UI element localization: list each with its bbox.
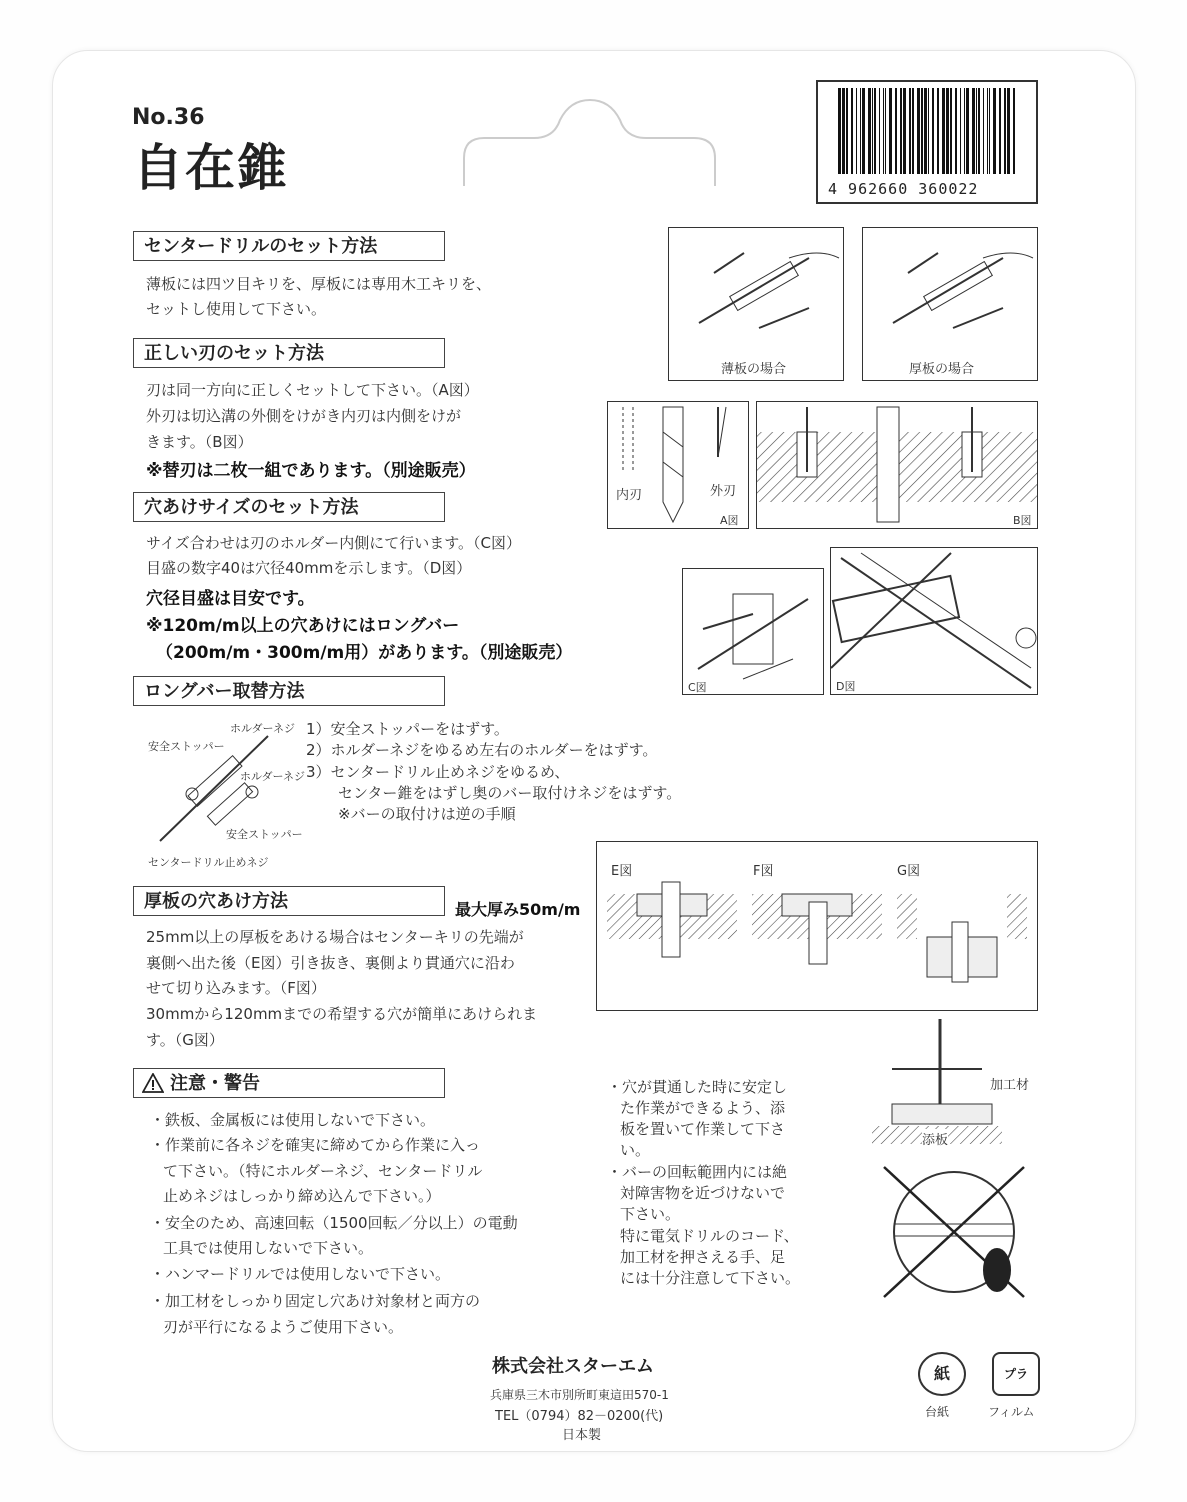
caution-line-9: 刃が平行になるようご使用下さい。 (163, 1318, 404, 1336)
warning-icon (142, 1073, 164, 1093)
blade-set-line-2: 外刃は切込溝の外側をけがき内刃は内側をけが (146, 407, 462, 425)
barcode-bar (917, 88, 920, 174)
caution-right-6: 対障害物を近づけないで (620, 1184, 786, 1202)
barcode-bar (921, 88, 923, 174)
longbar-step-note: ※バーの取付けは逆の手順 (338, 805, 516, 823)
longbar-label-center-screw: センタードリル止めネジ (148, 856, 269, 869)
barcode-bar (978, 88, 980, 174)
barcode-bar (1013, 88, 1015, 174)
barcode-bar (989, 88, 990, 174)
paper-label: 台紙 (925, 1405, 950, 1419)
section-caution-heading (133, 1068, 445, 1098)
caution-right-4: い。 (620, 1141, 651, 1159)
barcode-bars (838, 88, 1018, 174)
section-thick-heading: 厚板の穴あけ方法 (133, 886, 445, 916)
hole-size-line-1: サイズ合わせは刃のホルダー内側にて行います。（C図） (146, 534, 521, 552)
thick-max: 最大厚み50m/m (455, 900, 581, 919)
company-tel: TEL（0794）82－0200(代) (495, 1409, 664, 1424)
barcode-bar (928, 88, 929, 174)
company-name: 株式会社スターエム (492, 1356, 654, 1377)
barcode-bar (950, 88, 952, 174)
caution-line-1: ・鉄板、金属板には使用しないで下さい。 (150, 1111, 436, 1129)
caption-thin: 薄板の場合 (721, 362, 787, 377)
barcode-bar (1007, 88, 1010, 174)
barcode-bar (838, 88, 841, 174)
barcode-bar (872, 88, 873, 174)
barcode-bar (851, 88, 853, 174)
barcode-bar (900, 88, 902, 174)
barcode-bar (909, 88, 911, 174)
barcode-bar (932, 88, 934, 174)
thick-line-2: 裏側へ出た後（E図）引き抜き、裏側より貫通穴に沿わ (146, 954, 515, 972)
caption-outer-blade: 外刃 (710, 484, 737, 499)
hole-size-note-2: ※120m/m以上の穴あけにはロングバー (146, 616, 460, 636)
section-longbar-heading: ロングバー取替方法 (133, 676, 445, 706)
caution-right-10: には十分注意して下さい。 (620, 1269, 801, 1287)
barcode-bar (856, 88, 857, 174)
hole-size-line-2: 目盛の数字40は穴径40mmを示します。（D図） (146, 559, 472, 577)
barcode-bar (885, 88, 886, 174)
figure-efg (596, 841, 1038, 1011)
caution-right-5: ・バーの回転範囲内には絶 (607, 1163, 788, 1181)
caption-c: C図 (688, 681, 707, 694)
thick-line-1: 25mm以上の厚板をあける場合はセンターキリの先端が (146, 928, 524, 946)
barcode-bar (942, 88, 945, 174)
barcode-bar (1004, 88, 1006, 174)
caution-right-2: た作業ができるよう、添 (620, 1099, 786, 1117)
caution-line-3: て下さい。（特にホルダーネジ、センタードリル (163, 1162, 483, 1180)
thick-line-3: せて切り込みます。（F図） (146, 979, 326, 997)
caption-b: B図 (1013, 514, 1032, 527)
barcode-bar (983, 88, 984, 174)
figure-b (756, 401, 1038, 529)
hole-size-note-1: 穴径目盛は目安です。 (146, 589, 315, 609)
figure-thin-board (668, 227, 844, 381)
caption-thick: 厚板の場合 (909, 362, 975, 377)
hang-hole (462, 98, 717, 188)
caution-right-7: 下さい。 (620, 1205, 681, 1223)
hole-size-note-3: （200m/m・300m/m用）があります。（別途販売） (156, 643, 573, 663)
caption-d: D図 (836, 680, 856, 693)
blade-set-line-1: 刃は同一方向に正しくセットして下さい。（A図） (146, 381, 479, 399)
barcode-number: 4 962660 360022 (828, 180, 979, 198)
figure-c (682, 568, 824, 695)
caption-inner-blade: 内刃 (616, 488, 643, 503)
longbar-step-3: 3）センタードリル止めネジをゆるめ、 (306, 763, 570, 781)
barcode-bar (987, 88, 988, 174)
made-in-japan: 日本製 (562, 1428, 602, 1443)
barcode-bar (937, 88, 939, 174)
barcode-bar (912, 88, 914, 174)
figure-d (830, 547, 1038, 695)
no-feet-warning-icon (879, 1162, 1029, 1302)
thick-line-4: 30mmから120mmまでの希望する穴が簡単にあけられま (146, 1005, 538, 1023)
caption-a: A図 (720, 514, 739, 527)
barcode-bar (895, 88, 897, 174)
caption-e: E図 (611, 864, 633, 879)
barcode-bar (993, 88, 996, 174)
caution-line-2: ・作業前に各ネジを確実に締めてから作業に入っ (150, 1136, 481, 1154)
thick-line-5: す。（G図） (146, 1031, 224, 1049)
barcode (816, 80, 1038, 204)
caution-right-9: 加工材を押さえる手、足 (620, 1248, 786, 1266)
barcode-bar (874, 88, 876, 174)
figure-a (607, 401, 749, 529)
caption-workpiece: 加工材 (990, 1078, 1030, 1093)
model-number: No.36 (132, 105, 205, 130)
caution-line-7: ・ハンマードリルでは使用しないで下さい。 (150, 1265, 451, 1283)
barcode-bar (999, 88, 1001, 174)
section-hole-size-heading: 穴あけサイズのセット方法 (133, 492, 445, 522)
caption-g: G図 (897, 864, 921, 879)
longbar-label-stopper: 安全ストッパー (148, 740, 225, 753)
caution-line-8: ・加工材をしっかり固定し穴あけ対象材と両方の (150, 1292, 481, 1310)
longbar-label-stopper-2: 安全ストッパー (226, 828, 303, 841)
barcode-bar (964, 88, 965, 174)
barcode-bar (842, 88, 845, 174)
product-title: 自在錐 (133, 139, 289, 197)
barcode-bar (862, 88, 865, 174)
barcode-bar (868, 88, 871, 174)
longbar-step-2: 2）ホルダーネジをゆるめ左右のホルダーをはずす。 (306, 741, 658, 759)
barcode-bar (946, 88, 949, 174)
barcode-bar (883, 88, 884, 174)
company-address: 兵庫県三木市別所町東這田570-1 (490, 1388, 669, 1402)
barcode-bar (860, 88, 861, 174)
center-drill-line-2: セットし使用して下さい。 (146, 300, 327, 318)
barcode-bar (955, 88, 957, 174)
caution-right-8: 特に電気ドリルのコード、 (620, 1227, 799, 1245)
center-drill-line-1: 薄板には四ツ目キリを、厚板には専用木工キリを、 (146, 275, 492, 293)
section-blade-set-heading: 正しい刃のセット方法 (133, 338, 445, 368)
barcode-bar (903, 88, 906, 174)
longbar-label-holder-1: ホルダーネジ (230, 722, 296, 735)
caution-right-3: 板を置いて作業して下さ (620, 1120, 786, 1138)
caution-line-5: ・安全のため、高速回転（1500回転／分以上）の電動 (150, 1214, 518, 1232)
barcode-bar (924, 88, 927, 174)
caption-f: F図 (753, 864, 774, 879)
caution-heading-text: 注意・警告 (170, 1073, 260, 1094)
blade-set-line-3: きます。（B図） (146, 433, 253, 451)
figure-thick-board (862, 227, 1038, 381)
paper-recycle-icon: 紙 (918, 1352, 966, 1396)
longbar-step-3b: センター錐をはずし奥のバー取付けネジをはずす。 (338, 784, 682, 802)
barcode-bar (960, 88, 961, 174)
blade-set-note: ※替刃は二枚一組であります。（別途販売） (146, 461, 476, 481)
barcode-bar (879, 88, 880, 174)
barcode-bar (889, 88, 892, 174)
barcode-bar (972, 88, 975, 174)
barcode-bar (976, 88, 977, 174)
caution-line-4: 止めネジはしっかり締め込んで下さい。） (163, 1187, 441, 1205)
barcode-bar (966, 88, 969, 174)
longbar-step-1: 1）安全ストッパーをはずす。 (306, 720, 509, 738)
caption-support-board: 添板 (922, 1129, 948, 1148)
caution-line-6: 工具では使用しないで下さい。 (163, 1239, 374, 1257)
section-center-drill-heading: センタードリルのセット方法 (133, 231, 445, 261)
caution-right-1: ・穴が貫通した時に安定し (607, 1078, 788, 1096)
plastic-recycle-icon: プラ (992, 1352, 1040, 1396)
barcode-bar (846, 88, 848, 174)
longbar-label-holder-2: ホルダーネジ (240, 770, 306, 783)
film-label: フィルム (988, 1405, 1035, 1419)
